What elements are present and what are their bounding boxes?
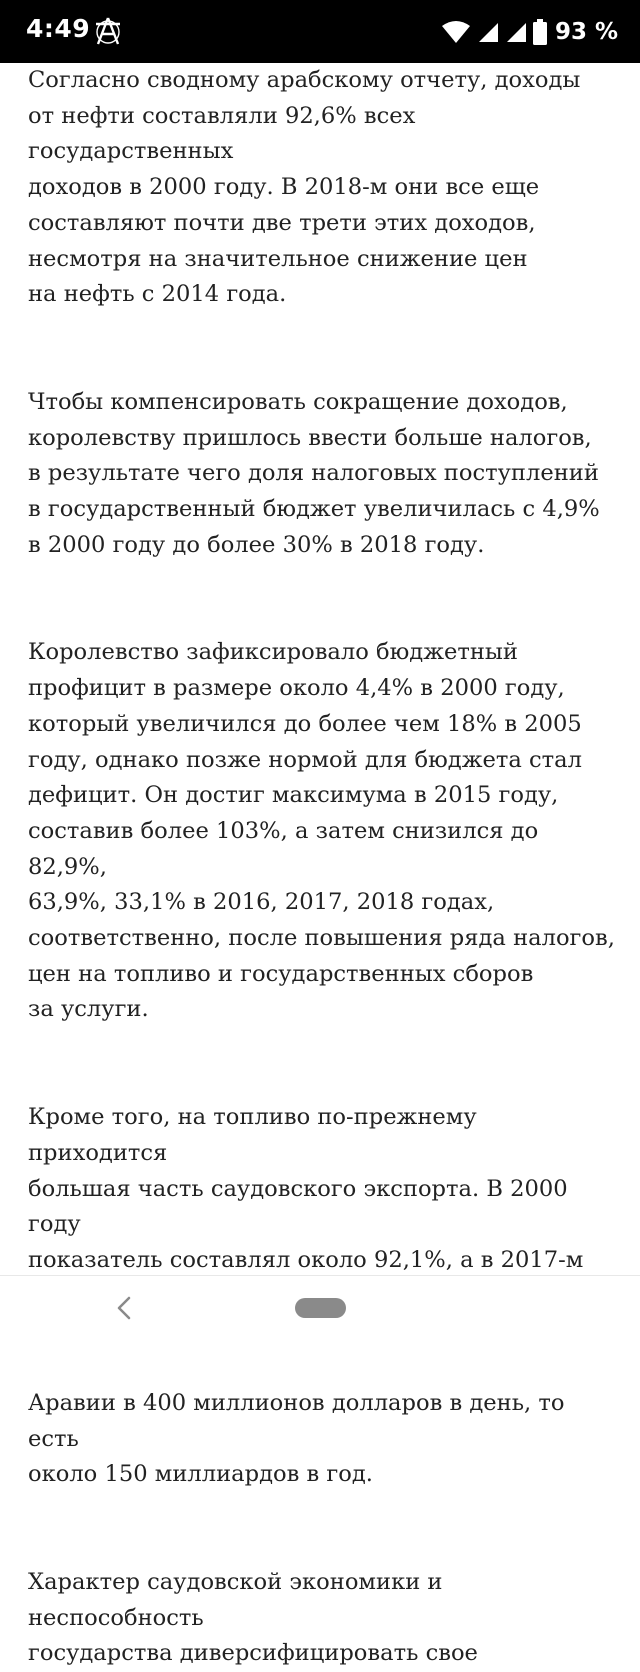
article-paragraph: Чтобы компенсировать сокращение доходов, королевству пришлось ввести больше налогов, в результате чего доля налоговых поступлений в государственный бюджет увеличилась с 4,9% в 2000 году до более 30% в 2018 году. xyxy=(28,388,600,558)
wifi-icon xyxy=(441,20,471,44)
article-paragraph: Королевство зафиксировало бюджетный профицит в размере около 4,4% в 2000 году, который увеличился до более чем 18% в 2005 году, однако позже нормой для бюджета стал дефицит. Он достиг максимума в 2015 году, составив более 103%, а затем снизился до 82,9%, 63,9%, 33,1% в 2016, 2017, 2018 годах, соответственно, после повышения ряда налогов, цен на топливо и государственных сборов за услуги. xyxy=(28,639,615,1023)
status-time: 4:49 xyxy=(26,14,91,43)
article-paragraph: Согласно сводному арабскому отчету, доходы от нефти составляли 92,6% всех государственных доходов в 2000 году. В 2018-м они все еще составляют почти две трети этих доходов, несмотря на значительное снижение цен на нефть с 2014 года. xyxy=(28,67,581,308)
home-pill-icon[interactable] xyxy=(295,1298,346,1318)
article-paragraph: Кроме того, на топливо по-прежнему приходится большая часть саудовского экспорта. В 2000 году показатель составлял около 92,1%, а в 2017-м Аравии в 400 миллионов долларов в день, то есть около 150 миллиардов в год. xyxy=(28,1104,584,1488)
signal-icon xyxy=(477,21,499,43)
battery-icon xyxy=(533,19,547,45)
navigation-bar xyxy=(0,1275,640,1388)
battery-percent: 93 % xyxy=(554,19,618,45)
avengers-icon xyxy=(94,16,122,46)
signal-icon xyxy=(505,21,527,43)
chevron-left-icon[interactable] xyxy=(113,1296,135,1320)
status-icons xyxy=(441,14,618,50)
article-body xyxy=(28,63,618,1667)
article-paragraph: Характер саудовской экономики и неспособность государства диверсифицировать свое xyxy=(28,1568,478,1667)
status-bar xyxy=(0,0,640,63)
